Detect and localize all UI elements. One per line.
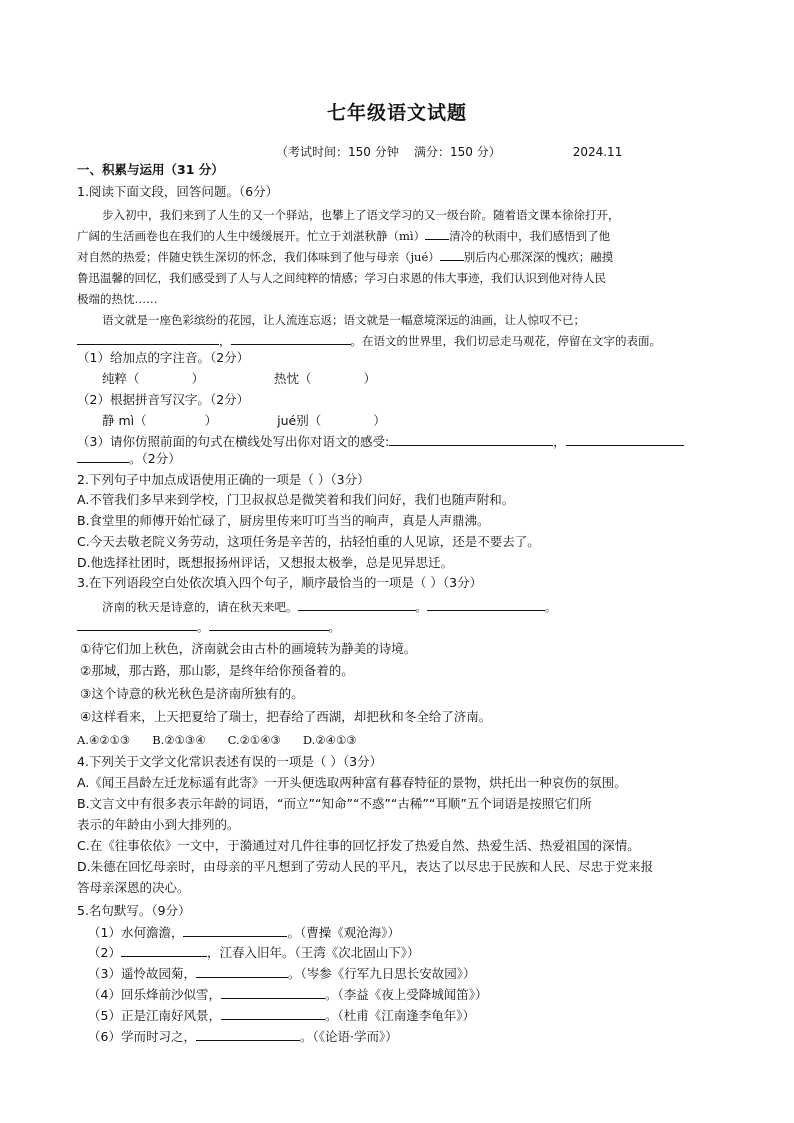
q2-option-a: A.不管我们多早来到学校，门卫叔叔总是微笑着和我们问好，我们也随声附和。 <box>77 492 515 507</box>
q1-sub3: （3）请你仿照前面的句式在横线处写出你对语文的感受: ， <box>77 433 684 451</box>
q1-sub2: （2）根据拼音写汉字。（2分） <box>77 392 250 407</box>
answer-blank[interactable] <box>77 450 129 463</box>
q5-item-2: （2） ，江春入旧年。（王湾《次北固山下》） <box>88 945 420 960</box>
answer-blank <box>77 618 197 631</box>
q2-option-c: C.今天去敬老院义务劳动，这项任务是辛苦的，拈轻怕重的人见谅，还是不要去了。 <box>77 534 540 549</box>
q2-option-b: B.食堂里的师傅开始忙碌了，厨房里传来叮叮当当的响声，真是人声鼎沸。 <box>77 513 490 528</box>
q4-stem: 4.下列关于文学文化常识表述有误的一项是（ ）（3分） <box>77 754 383 769</box>
q4-option-c: C.在《往事依依》一文中，于漪通过对几件往事的回忆抒发了热爱自然、热爱生活、热爱祖国的深情。 <box>77 838 640 853</box>
q5-item-1: （1）水何澹澹， 。（曹操《观沧海》） <box>88 925 400 940</box>
q4-option-b-cont: 表示的年龄由小到大排列的。 <box>77 817 240 832</box>
section-heading: 一、积累与运用（31 分） <box>77 162 224 177</box>
q3-sentence-1: ①待它们加上秋色，济南就会由古朴的画境转为静美的诗境。 <box>80 641 417 656</box>
q3-stem: 3.在下列语段空白处依次填入四个句子，顺序最恰当的一项是（ ）（3分） <box>77 575 483 590</box>
answer-blank[interactable] <box>566 433 684 446</box>
q1-para-line: 广阔的生活画卷也在我们的人生中缓缓展开。忙立于刘湛秋静（mì） 清冷的秋雨中，我们感悟到了他 <box>77 229 611 243</box>
answer-blank <box>298 598 416 611</box>
q3-passage: 济南的秋天是诗意的，请在秋天来吧。 。 。 <box>102 600 557 614</box>
q1-para-line: 鲁迅温馨的回忆，我们感受到了人与人之间纯粹的情感；学习白求恩的伟大事迹，我们认识到他对待人民 <box>77 271 606 285</box>
page-title: 七年级语文试题 <box>326 102 467 124</box>
answer-blank[interactable] <box>389 433 553 446</box>
q2-stem: 2.下列句子中加点成语使用正确的一项是（ ）（3分） <box>77 472 370 487</box>
answer-blank[interactable] <box>221 1007 325 1020</box>
q4-option-a: A.《闻王昌龄左迁龙标遥有此寄》一开头便选取两种富有暮春特征的景物，烘托出一种哀伤的氛围。 <box>77 775 627 790</box>
q5-item-3: （3）遥怜故园菊， 。（岑参《行军九日思长安故园》） <box>88 966 476 981</box>
q1-sub2-items: 静 mì（ ） jué别（ ） <box>102 413 386 428</box>
answer-blank <box>209 618 329 631</box>
q1-para-line: 步入初中，我们来到了人生的又一个驿站，也攀上了语文学习的又一级台阶。随着语文课本徐徐打开， <box>102 208 620 222</box>
answer-blank[interactable] <box>196 1028 300 1041</box>
q5-item-4: （4）回乐烽前沙似雪， 。（李益《夜上受降城闻笛》） <box>88 987 488 1002</box>
q1-sub1-items: 纯粹（ ） 热忱（ ） <box>102 371 377 386</box>
q2-option-d: D.他选择社团时，既想报扬州评话，又想报太极拳，总是见异思迁。 <box>77 555 454 570</box>
q1-para-line: ， 。在语文的世界里，我们切忌走马观花，停留在文字的表面。 <box>77 332 661 350</box>
answer-blank[interactable] <box>221 986 325 999</box>
q5-item-5: （5）正是江南好风景， 。（杜甫《江南逢李龟年》） <box>88 1008 475 1023</box>
q1-para-line: 极端的热忱…… <box>77 292 158 306</box>
exam-date: 2024.11 <box>572 145 623 159</box>
answer-blank <box>77 332 219 345</box>
q1-para-line: 对自然的热爱；伴随史铁生深切的怀念，我们体味到了他与母亲（jué） 别后内心那深深的愧疚；融摸 <box>77 250 614 264</box>
q1-stem: 1.阅读下面文段，回答问题。（6分） <box>77 184 279 199</box>
answer-blank <box>440 248 464 261</box>
answer-blank <box>231 332 351 345</box>
answer-space[interactable] <box>312 371 364 383</box>
answer-space[interactable] <box>321 413 373 425</box>
answer-space[interactable] <box>140 371 192 383</box>
answer-blank <box>425 227 449 240</box>
q1-para-line: 语文就是一座色彩缤纷的花园，让人流连忘返；语文就是一幅意境深远的油画，让人惊叹不已； <box>102 313 585 327</box>
exam-info: （考试时间：150 分钟 满分：150 分） <box>276 145 501 159</box>
q5-item-6: （6）学而时习之， 。（《论语·学而》） <box>88 1029 398 1044</box>
q1-sub1: （1）给加点的字注音。（2分） <box>77 350 250 365</box>
answer-space[interactable] <box>147 413 205 425</box>
q1-sub3-tail: 。（2分） <box>77 450 181 468</box>
q5-stem: 5.名句默写。（9分） <box>77 903 191 918</box>
q3-choices: A.④②①③ B.②①③④ C.②①④③ D.②④①③ <box>77 733 357 747</box>
answer-blank <box>427 598 545 611</box>
exam-meta <box>276 143 622 160</box>
q4-option-b: B.文言文中有很多表示年龄的词语，“而立”“知命”“不惑”“古稀”“耳顺”五个词语是按照它们所 <box>77 796 592 811</box>
q3-sentence-4: ④这样看来，上天把夏给了瑞士，把春给了西湖，却把秋和冬全给了济南。 <box>80 709 492 724</box>
q4-option-d-cont: 答母亲深恩的决心。 <box>77 880 190 895</box>
q3-sentence-2: ②那城，那古路，那山影，是终年给你预备着的。 <box>80 663 354 678</box>
answer-blank[interactable] <box>196 965 288 978</box>
q4-option-d: D.朱德在回忆母亲时，由母亲的平凡想到了劳动人民的平凡，表达了以尽忠于民族和人民、尽忠于党来报 <box>77 859 654 874</box>
answer-blank[interactable] <box>121 944 207 957</box>
answer-blank[interactable] <box>183 924 287 937</box>
q3-sentence-3: ③这个诗意的秋光秋色是济南所独有的。 <box>80 686 304 701</box>
q3-passage-2: 。 。 <box>77 618 340 636</box>
